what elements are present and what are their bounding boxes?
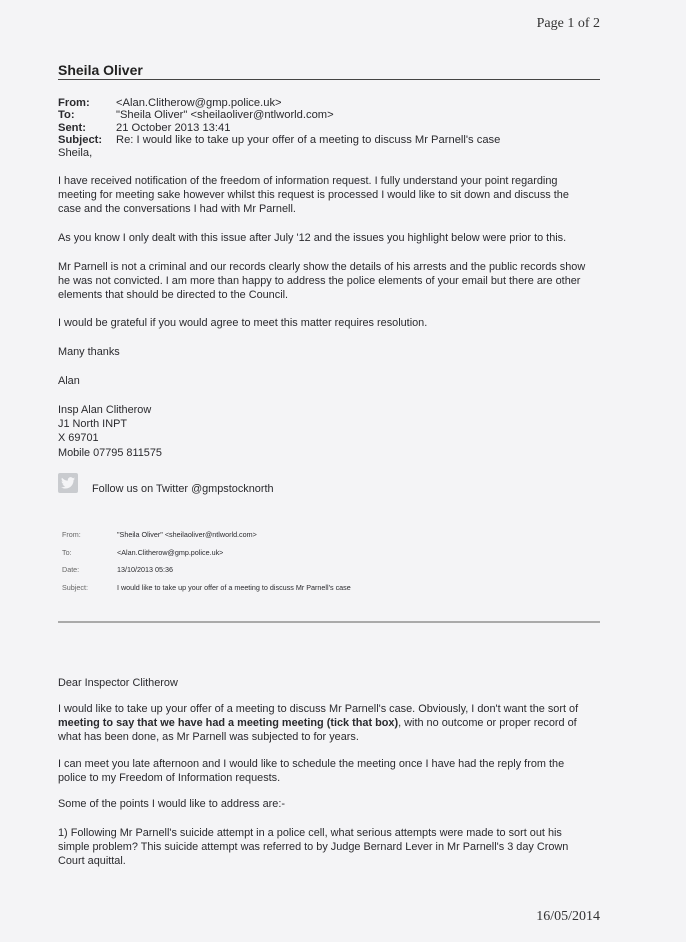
orig-p2-line2: police to my Freedom of Information requests. [58,772,281,785]
sender-divider [58,79,600,80]
first-name-text: Alan [58,375,80,387]
footer-date: 16/05/2014 [536,909,600,924]
orig-date-row [62,566,351,584]
reply-paragraph-4 [58,316,598,330]
reply-p4: I would be grateful if you would agree to meet this matter requires resolution. [58,317,428,329]
reply-paragraph-2 [58,231,598,245]
reply-p3-line1: Mr Parnell is not a criminal and our records clearly show the details of his arrests and the public records show [58,261,586,273]
reply-p3-line3: elements that should be directed to the Council. [58,289,289,302]
reply-p1-line1: I have received notification of the freedom of information request. I fully understand your point regarding [58,175,558,187]
reply-email-header [58,97,500,159]
orig-point1-line3: Court aquittal. [58,855,126,868]
orig-p1-line2-rest: , with no outcome or proper record of [398,717,577,730]
reply-paragraph-1 [58,174,598,217]
orig-from-value: "Sheila Oliver" <sheilaoliver@ntlworld.com> [117,530,257,539]
orig-date-label: Date: [62,565,80,574]
reply-p1-line2: meeting for meeting sake however whilst this request is processed I would like to sit down and discuss the [58,189,569,202]
orig-date-value: 13/10/2013 05:36 [117,565,173,574]
orig-from-label: From: [62,530,81,539]
signature-line-4: Mobile 07795 811575 [58,446,162,459]
reply-paragraph-3 [58,260,598,303]
orig-p2-line1: I can meet you late afternoon and I would like to schedule the meeting once I have had the reply from the [58,758,565,770]
original-point-1 [58,826,598,869]
salutation: Sheila, [58,146,93,159]
orig-from-row [62,531,351,549]
header-sent-row [58,122,500,134]
greeting-text: Dear Inspector Clitherow [58,677,178,689]
orig-to-label: To: [62,547,72,557]
orig-subject-value: I would like to take up your offer of a meeting to discuss Mr Parnell's case [117,582,351,592]
page-number: Page 1 of 2 [536,16,600,31]
header-subject-row [58,134,500,146]
twitter-bird-icon[interactable] [58,473,78,493]
orig-to-row [62,549,351,567]
orig-p3: Some of the points I would like to address are:- [58,798,286,810]
orig-p1-bold: meeting to say that we have had a meeting meeting (tick that box) [58,717,399,730]
original-greeting [58,676,598,690]
orig-p1-line1: I would like to take up your offer of a meeting to discuss Mr Parnell's case. Obviously, I don't want the sort of [58,703,579,715]
sender-name: Sheila Oliver [58,62,143,78]
original-email-divider [58,621,600,623]
signature-line-3: X 69701 [58,432,99,445]
original-paragraph-3 [58,797,598,811]
header-to-row [58,109,500,121]
twitter-follow-text[interactable]: Follow us on Twitter @gmpstocknorth [92,483,274,495]
from-value: <Alan.Clitherow@gmp.police.uk> [116,97,282,109]
closing-text: Many thanks [58,346,120,358]
original-email-header [62,531,351,601]
orig-subject-row [62,584,351,602]
signature-block [58,403,162,460]
subject-label: Subject: [58,134,103,147]
to-label: To: [58,109,75,122]
reply-p3-line2: he was not convicted. I am more than happy to address the police elements of your email but there are other [58,275,581,288]
orig-point1-line2: simple problem? This suicide attempt was referred to by Judge Bernard Lever in Mr Parnell's 3 day Crown [58,841,569,854]
orig-p1-line2 [58,716,598,730]
orig-subject-label: Subject: [62,582,88,592]
reply-p1-line3: case and the conversations I had with Mr Parnell. [58,203,296,216]
to-value: "Sheila Oliver" <sheilaoliver@ntlworld.com> [116,109,334,122]
original-paragraph-1 [58,702,598,745]
sent-value: 21 October 2013 13:41 [116,121,231,134]
reply-p2: As you know I only dealt with this issue after July '12 and the issues you highlight below were prior to this. [58,232,567,244]
signature-line-1: Insp Alan Clitherow [58,404,152,416]
header-from-row [58,97,500,109]
reply-first-name [58,374,598,388]
reply-closing [58,345,598,359]
orig-p1-line3: what has been done, as Mr Parnell was subjected to for years. [58,731,359,744]
original-paragraph-2 [58,757,598,785]
orig-point1-line1: 1) Following Mr Parnell's suicide attempt in a police cell, what serious attempts were made to sort out his [58,827,562,839]
subject-value: Re: I would like to take up your offer of a meeting to discuss Mr Parnell's case [116,134,501,147]
orig-to-value: <Alan.Clitherow@gmp.police.uk> [117,547,224,557]
signature-line-2: J1 North INPT [58,418,127,431]
salutation-row [58,147,500,159]
sent-label: Sent: [58,121,86,134]
from-label: From: [58,97,90,109]
